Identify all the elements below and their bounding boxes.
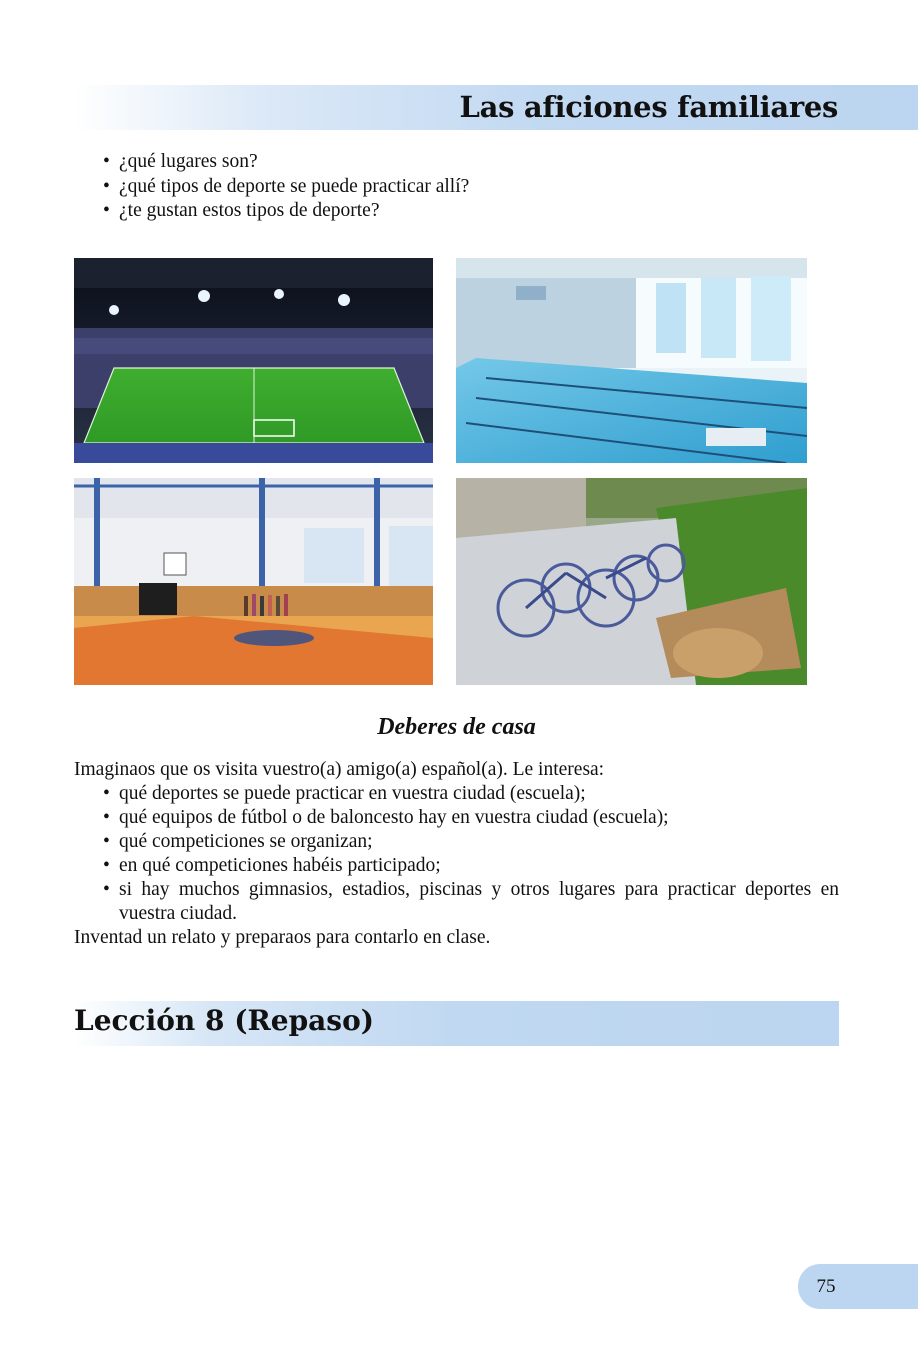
- question-item: • ¿qué lugares son?: [103, 150, 469, 175]
- homework-title: Deberes de casa: [377, 714, 536, 740]
- homework-outro: Inventad un relato y preparaos para contarlo en clase.: [74, 927, 491, 948]
- question-item: • ¿te gustan estos tipos de deporte?: [103, 199, 469, 224]
- homework-intro: Imaginaos que os visita vuestro(a) amigo(a) español(a). Le interesa:: [74, 759, 605, 780]
- homework-item: • qué deportes se puede practicar en vuestra ciudad (escuela);: [103, 782, 839, 806]
- homework-item: • qué equipos de fútbol o de baloncesto hay en vuestra ciudad (escuela);: [103, 806, 839, 830]
- page-title: Las aficiones familiares: [459, 90, 838, 124]
- page-number: 75: [816, 1276, 836, 1297]
- question-item: • ¿qué tipos de deporte se puede practicar allí?: [103, 175, 469, 200]
- homework-item: • si hay muchos gimnasios, estadios, piscinas y otros lugares para practicar deportes en vuestra ciudad.: [103, 878, 839, 926]
- swimming-pool-photo: [456, 258, 807, 463]
- question-list: [103, 150, 469, 224]
- sports-hall-photo: [74, 478, 433, 685]
- lesson-title: Lección 8 (Repaso): [74, 1004, 374, 1037]
- homework-list: [103, 782, 839, 926]
- homework-item: • en qué competiciones habéis participado;: [103, 854, 839, 878]
- bicycles-photo: [456, 478, 807, 685]
- stadium-photo: [74, 258, 433, 463]
- homework-item: • qué competiciones se organizan;: [103, 830, 839, 854]
